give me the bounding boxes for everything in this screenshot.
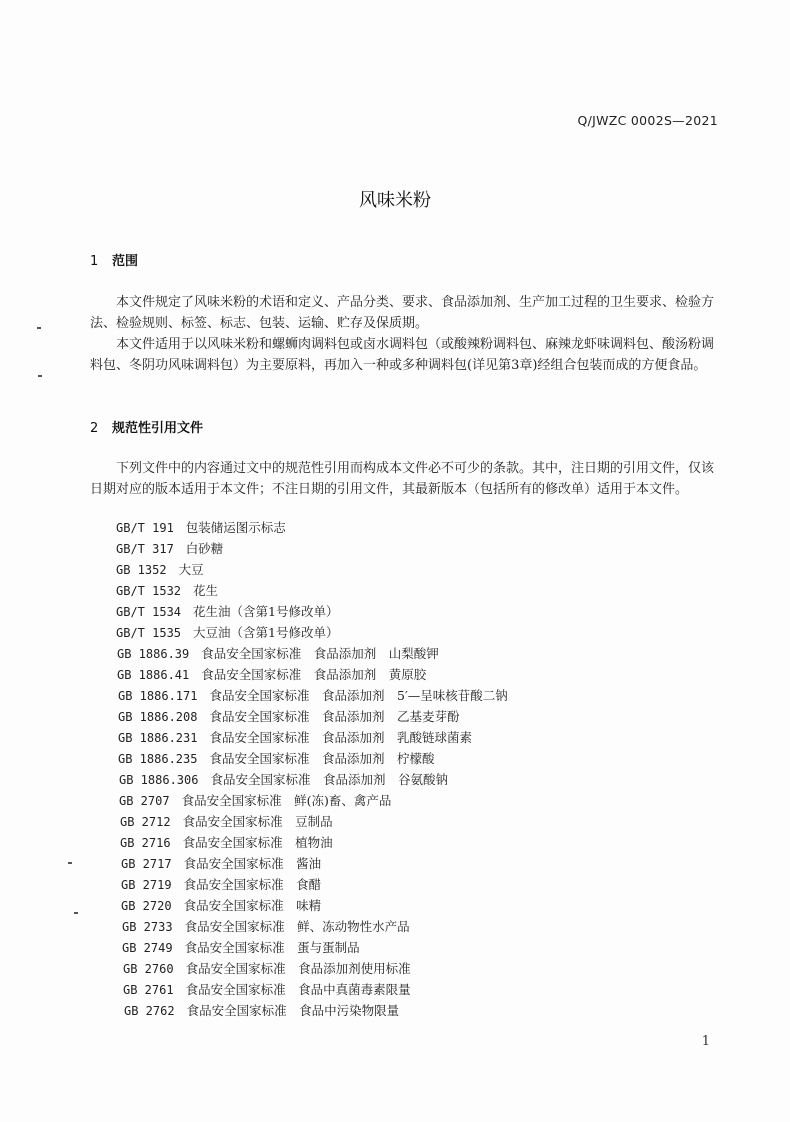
reference-code: GB 2762 [124,1004,175,1018]
scan-mark [38,375,42,377]
reference-code: GB 2733 [122,920,173,934]
reference-title: 食品安全国家标准 食品添加剂 山梨酸钾 [201,646,439,661]
section-title: 规范性引用文件 [112,421,204,436]
scan-mark [37,327,41,329]
reference-title: 食品安全国家标准 鲜、冻动物性水产品 [184,919,410,934]
reference-item [116,518,286,538]
reference-code: GB 2749 [122,941,173,955]
reference-item [116,581,218,601]
reference-item [116,623,339,643]
reference-item [120,833,333,853]
scan-mark [68,862,72,864]
reference-code: GB 1886.208 [118,710,198,724]
reference-item [123,980,411,1000]
reference-item [118,707,460,727]
reference-title: 大豆 [178,562,204,577]
reference-title: 食品安全国家标准 味精 [183,898,322,913]
reference-title: 花生油（含第1号修改单） [193,604,339,619]
reference-title: 食品安全国家标准 酱油 [183,856,322,871]
reference-item [118,749,435,769]
reference-title: 食品安全国家标准 食品添加剂 乳酸链球菌素 [209,730,472,745]
reference-code: GB/T 191 [116,521,174,535]
reference-title: 食品安全国家标准 食品中污染物限量 [186,1003,400,1018]
reference-title: 食品安全国家标准 食品添加剂 柠檬酸 [209,751,435,766]
page-number: 1 [701,1034,710,1049]
reference-title: 花生 [193,583,219,598]
references-intro-paragraph: 下列文件中的内容通过文中的规范性引用而构成本文件必不可少的条款。其中，注日期的引用文件，仅该日期对应的版本适用于本文件；不注日期的引用文件，其最新版本（包括所有的修改单）适用于本文件。 [90,461,715,497]
reference-title: 食品安全国家标准 食品添加剂 黄原胶 [201,667,427,682]
reference-item [116,602,339,622]
reference-item [117,665,426,685]
page-title: 风味米粉 [359,190,431,211]
reference-item [122,938,360,958]
reference-item [123,959,411,979]
reference-code: GB 2719 [121,878,172,892]
reference-title: 食品安全国家标准 鲜(冻)畜、禽产品 [181,793,392,808]
reference-code: GB 2716 [120,836,171,850]
reference-code: GB 1352 [116,563,167,577]
reference-item [119,791,391,811]
reference-code: GB 2720 [121,899,172,913]
reference-title: 食品安全国家标准 蛋与蛋制品 [184,940,360,955]
reference-item [119,770,448,790]
reference-code: GB 2761 [123,983,174,997]
reference-item [118,686,508,706]
document-code: Q/JWZC 0002S—2021 [577,113,718,128]
reference-code: GB 1886.235 [118,752,198,766]
section-title: 范围 [112,254,139,269]
reference-title: 食品安全国家标准 豆制品 [182,814,333,829]
scan-mark [74,912,78,914]
reference-item [116,560,204,580]
reference-item [124,1001,399,1021]
reference-title: 食品安全国家标准 食品添加剂 乙基麦芽酚 [209,709,460,724]
reference-item [122,917,410,937]
reference-code: GB/T 1535 [116,626,182,640]
reference-item [120,812,333,832]
reference-code: GB/T 1534 [116,605,182,619]
reference-code: GB 1886.306 [119,773,199,787]
reference-item [116,539,223,559]
reference-code: GB 2760 [123,962,174,976]
section-heading-references [90,417,203,436]
reference-title: 大豆油（含第1号修改单） [193,625,339,640]
reference-code: GB 1886.171 [118,689,198,703]
reference-code: GB 2707 [119,794,170,808]
section-number: 2 [90,421,99,436]
reference-code: GB/T 317 [116,542,174,556]
reference-code: GB 1886.231 [118,731,198,745]
reference-item [121,896,321,916]
reference-title: 食品安全国家标准 食品添加剂使用标准 [185,961,411,976]
reference-title: 白砂糖 [185,541,224,556]
reference-title: 食品安全国家标准 食品中真菌毒素限量 [185,982,411,997]
reference-code: GB 1886.41 [117,668,190,682]
reference-title: 食品安全国家标准 食品添加剂 谷氨酸钠 [210,772,448,787]
section-number: 1 [90,254,99,269]
reference-item [118,728,472,748]
reference-code: GB 2717 [121,857,172,871]
reference-item [121,854,321,874]
reference-title: 食品安全国家标准 植物油 [182,835,333,850]
scope-paragraph-1: 本文件规定了风味米粉的术语和定义、产品分类、要求、食品添加剂、生产加工过程的卫生要求、检验方法、检验规则、标签、标志、包装、运输、贮存及保质期。 [90,295,715,331]
scope-paragraph-2: 本文件适用于以风味米粉和螺蛳肉调料包或卤水调料包（或酸辣粉调料包、麻辣龙虾味调料包、酸汤粉调料包、冬阴功风味调料包）为主要原料，再加入一种或多种调料包(详见第3章)经组合包装而成的方便食品。 [90,337,715,373]
reference-title: 包装储运图示标志 [185,520,286,535]
reference-code: GB 1886.39 [117,647,190,661]
reference-title: 食品安全国家标准 食品添加剂 5′—呈味核苷酸二钠 [209,688,508,703]
reference-item [117,644,439,664]
reference-code: GB 2712 [120,815,171,829]
reference-title: 食品安全国家标准 食醋 [183,877,322,892]
section-heading-scope [90,250,138,269]
reference-item [121,875,321,895]
reference-code: GB/T 1532 [116,584,182,598]
